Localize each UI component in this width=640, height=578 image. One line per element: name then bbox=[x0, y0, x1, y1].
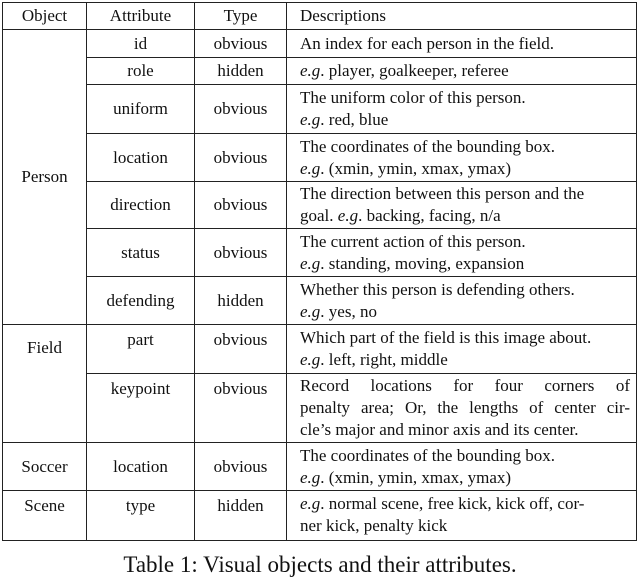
eg-text: (xmin, ymin, xmax, ymax) bbox=[328, 158, 512, 178]
object-cell-scene: Scene bbox=[3, 491, 87, 541]
type-cell: obvious bbox=[195, 85, 287, 134]
table-row bbox=[3, 374, 637, 443]
description-cell bbox=[287, 182, 637, 229]
eg-text: (xmin, ymin, xmax, ymax) bbox=[328, 467, 512, 487]
type-cell: obvious bbox=[195, 182, 287, 229]
table-row bbox=[3, 85, 637, 134]
table-row bbox=[3, 58, 637, 85]
description-cell bbox=[287, 85, 637, 134]
desc-line: The direction between this person and the bbox=[300, 184, 585, 203]
eg-text: left, right, middle bbox=[328, 350, 448, 369]
eg-label: e.g bbox=[300, 494, 321, 513]
type-cell: obvious bbox=[195, 325, 287, 374]
eg-text: standing, moving, expansion bbox=[328, 253, 525, 273]
eg-dot: . bbox=[320, 158, 329, 178]
header-descriptions: Descriptions bbox=[287, 3, 637, 30]
table-row bbox=[3, 229, 637, 277]
desc-line: Which part of the field is this image about. bbox=[300, 328, 592, 347]
object-cell-field bbox=[3, 325, 87, 443]
eg-dot: . bbox=[358, 206, 367, 225]
table-row bbox=[3, 491, 637, 541]
type-cell: hidden bbox=[195, 277, 287, 325]
description-cell bbox=[287, 443, 637, 491]
table-row bbox=[3, 134, 637, 182]
type-cell: hidden bbox=[195, 491, 287, 541]
description-cell bbox=[287, 325, 637, 374]
type-cell: obvious bbox=[195, 30, 287, 58]
desc-line bbox=[300, 467, 630, 489]
table-row bbox=[3, 277, 637, 325]
eg-dot: . bbox=[320, 350, 329, 369]
type-cell: obvious bbox=[195, 443, 287, 491]
eg-label: e.g bbox=[300, 110, 321, 129]
eg-dot: . bbox=[320, 301, 329, 321]
desc-text: goal. bbox=[300, 206, 338, 225]
desc-line: penalty area; Or, the lengths of center cir- bbox=[300, 398, 630, 417]
attribute-cell: uniform bbox=[87, 85, 195, 134]
desc-line bbox=[300, 493, 630, 515]
eg-text: yes, no bbox=[328, 301, 377, 321]
header-type: Type bbox=[195, 3, 287, 30]
attribute-cell: id bbox=[87, 30, 195, 58]
eg-dot: . bbox=[320, 110, 329, 129]
object-cell-soccer: Soccer bbox=[3, 443, 87, 491]
desc-line: Whether this person is defending others. bbox=[300, 279, 575, 299]
table-row bbox=[3, 30, 637, 58]
desc-line: The coordinates of the bounding box. bbox=[300, 136, 555, 156]
eg-label: e.g bbox=[300, 253, 321, 273]
desc-line: The current action of this person. bbox=[300, 231, 526, 251]
desc-line: ner kick, penalty kick bbox=[300, 516, 448, 535]
desc-line bbox=[300, 158, 630, 180]
description-cell bbox=[287, 134, 637, 182]
eg-text: . normal scene, free kick, kick off, cor- bbox=[320, 494, 585, 513]
eg-label: e.g bbox=[300, 467, 321, 487]
attributes-table bbox=[2, 2, 637, 541]
eg-dot: . bbox=[320, 61, 329, 80]
eg-label: e.g bbox=[300, 158, 321, 178]
eg-text: backing, facing, n/a bbox=[366, 206, 501, 225]
desc-line bbox=[300, 205, 630, 227]
eg-label: e.g bbox=[300, 301, 321, 321]
desc-line: The uniform color of this person. bbox=[300, 88, 526, 107]
eg-dot: . bbox=[320, 253, 329, 273]
attribute-cell: part bbox=[87, 325, 195, 374]
desc-line: Record locations for four corners of bbox=[300, 376, 630, 395]
type-cell: obvious bbox=[195, 374, 287, 443]
type-cell: obvious bbox=[195, 134, 287, 182]
eg-text: player, goalkeeper, referee bbox=[328, 61, 509, 80]
attribute-cell: role bbox=[87, 58, 195, 85]
eg-label: e.g bbox=[337, 206, 359, 225]
eg-label: e.g bbox=[300, 350, 321, 369]
description-cell bbox=[287, 58, 637, 85]
table-row bbox=[3, 443, 637, 491]
header-row bbox=[3, 3, 637, 30]
attribute-cell: type bbox=[87, 491, 195, 541]
eg-text: red, blue bbox=[328, 110, 389, 129]
attribute-cell: status bbox=[87, 229, 195, 277]
eg-dot: . bbox=[320, 467, 329, 487]
header-object: Object bbox=[3, 3, 87, 30]
header-attribute: Attribute bbox=[87, 3, 195, 30]
object-label: Field bbox=[27, 338, 62, 357]
desc-line bbox=[300, 109, 630, 131]
type-cell: obvious bbox=[195, 229, 287, 277]
attribute-cell: location bbox=[87, 134, 195, 182]
table-caption: Table 1: Visual objects and their attributes. bbox=[123, 552, 517, 577]
attribute-cell: keypoint bbox=[87, 374, 195, 443]
desc-line bbox=[300, 349, 630, 371]
eg-label: e.g bbox=[300, 61, 321, 80]
description-cell: An index for each person in the field. bbox=[287, 30, 637, 58]
description-cell bbox=[287, 374, 637, 443]
description-cell bbox=[287, 491, 637, 541]
attribute-cell: direction bbox=[87, 182, 195, 229]
attributes-table-container bbox=[2, 2, 636, 541]
desc-line: cle’s major and minor axis and its center. bbox=[300, 420, 579, 439]
table-row bbox=[3, 182, 637, 229]
type-cell: hidden bbox=[195, 58, 287, 85]
attribute-cell: defending bbox=[87, 277, 195, 325]
description-cell bbox=[287, 277, 637, 325]
description-cell bbox=[287, 229, 637, 277]
object-cell-person: Person bbox=[3, 30, 87, 325]
desc-line bbox=[300, 301, 630, 323]
attribute-cell: location bbox=[87, 443, 195, 491]
table-row bbox=[3, 325, 637, 374]
desc-line bbox=[300, 253, 630, 275]
desc-line: The coordinates of the bounding box. bbox=[300, 445, 555, 465]
